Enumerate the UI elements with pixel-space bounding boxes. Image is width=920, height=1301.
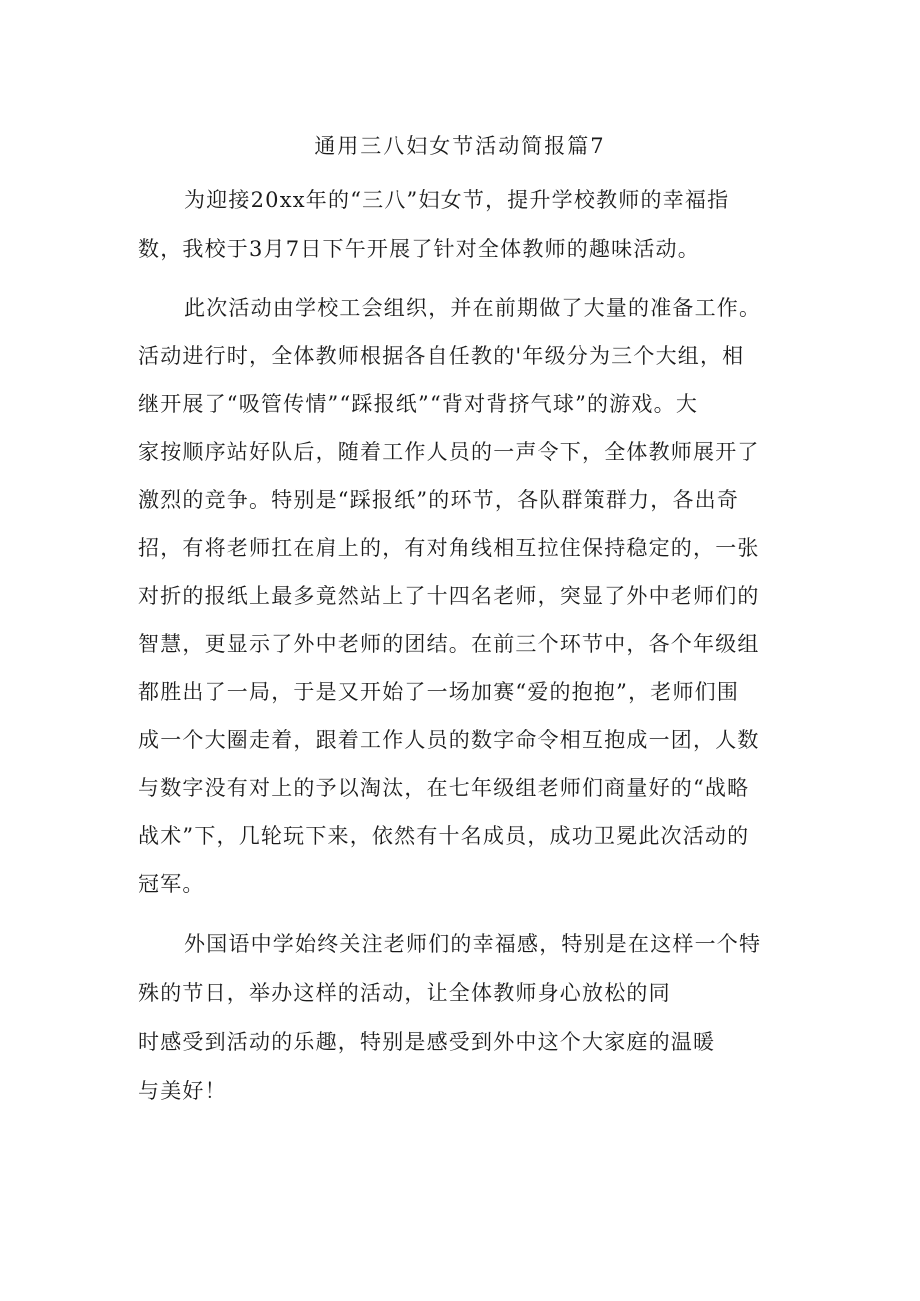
- paragraph-1-line-2: 数，我校于3月7日下午开展了针对全体教师的趣味活动。: [138, 237, 700, 261]
- paragraph-3-line-4: 与美好！: [138, 1079, 227, 1103]
- paragraph-3-line-2: 殊的节日，举办这样的活动，让全体教师身心放松的同: [138, 981, 671, 1005]
- paragraph-2-line-1: 此次活动由学校工会组织，并在前期做了大量的准备工作。: [184, 296, 762, 320]
- paragraph-3-line-3: 时感受到活动的乐趣，特别是感受到外中这个大家庭的温暖: [138, 1030, 716, 1054]
- document-title: 通用三八妇女节活动简报篇7: [314, 134, 606, 158]
- paragraph-2-line-12: 战术”下，几轮玩下来，依然有十名成员，成功卫冕此次活动的: [138, 824, 750, 848]
- paragraph-2-line-9: 都胜出了一局，于是又开始了一场加赛“爱的抱抱”，老师们围: [138, 680, 740, 704]
- paragraph-2-line-11: 与数字没有对上的予以淘汰，在七年级组老师们商量好的“战略: [138, 776, 750, 800]
- paragraph-3-line-1: 外国语中学始终关注老师们的幸福感，特别是在这样一个特: [184, 932, 762, 956]
- paragraph-2-line-3: 继开展了“吸管传情”“踩报纸”“背对背挤气球”的游戏。大: [138, 392, 699, 416]
- paragraph-2-line-5: 激烈的竞争。特别是“踩报纸”的环节，各队群策群力，各出奇: [138, 488, 740, 512]
- paragraph-1-line-1: 为迎接20xx年的“三八”妇女节，提升学校教师的幸福指: [184, 188, 730, 212]
- paragraph-2-line-2: 活动进行时，全体教师根据各自任教的'年级分为三个大组，相: [138, 344, 745, 368]
- paragraph-2-line-6: 招，有将老师扛在肩上的，有对角线相互拉住保持稳定的，一张: [138, 536, 760, 560]
- paragraph-2-line-7: 对折的报纸上最多竟然站上了十四名老师，突显了外中老师们的: [138, 584, 760, 608]
- paragraph-2-line-10: 成一个大圈走着，跟着工作人员的数字命令相互抱成一团，人数: [138, 728, 760, 752]
- paragraph-2-line-13: 冠军。: [138, 872, 205, 896]
- paragraph-2-line-8: 智慧，更显示了外中老师的团结。在前三个环节中，各个年级组: [138, 632, 760, 656]
- paragraph-2-line-4: 家按顺序站好队后，随着工作人员的一声令下，全体教师展开了: [138, 440, 760, 464]
